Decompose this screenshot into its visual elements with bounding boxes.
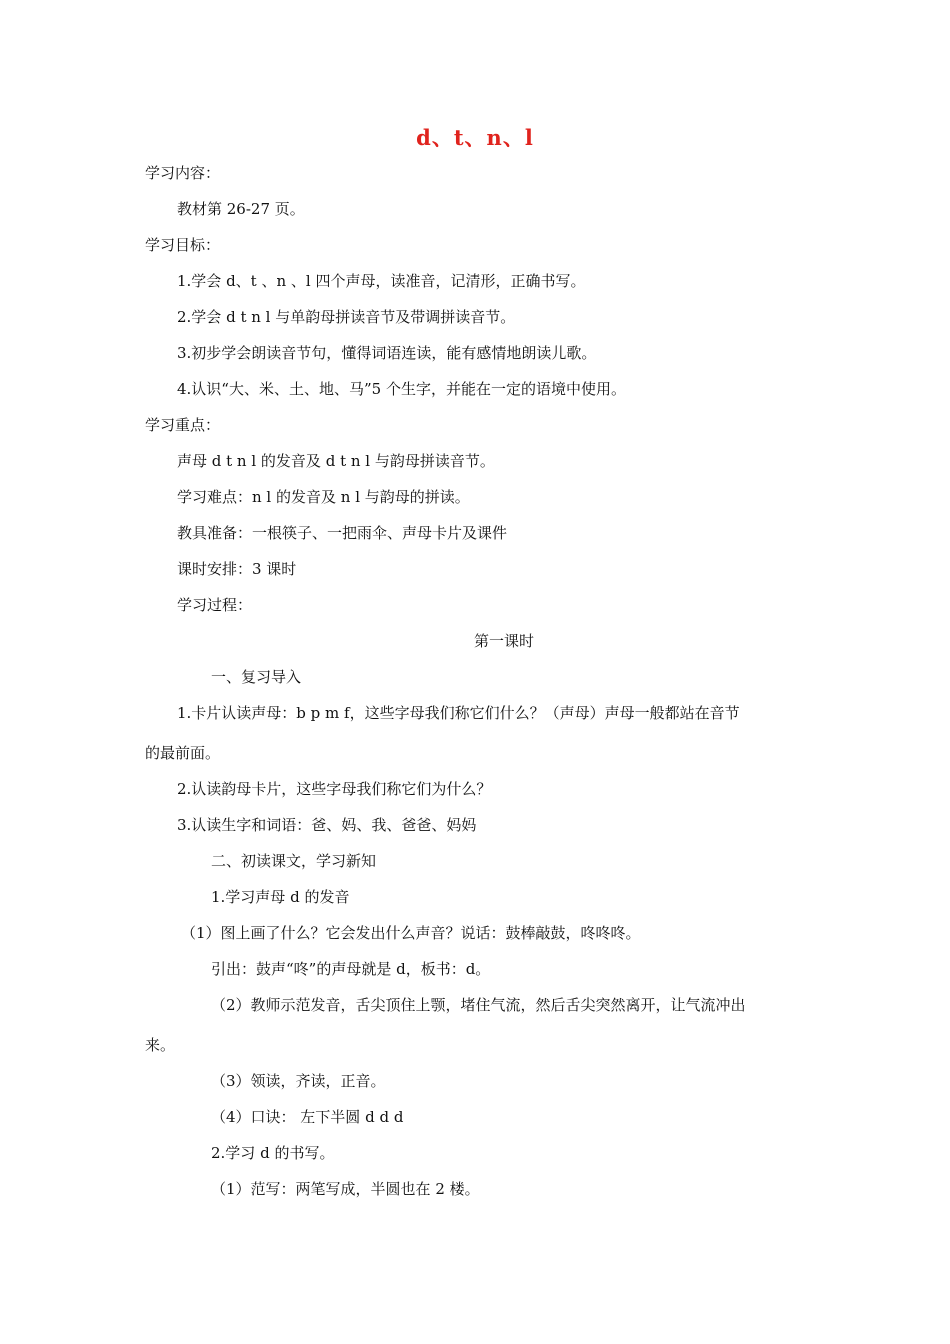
paragraph-line: （4）口诀： 左下半圆 d d d	[211, 1108, 404, 1126]
paragraph-line: （1）图上画了什么？它会发出什么声音？说话：鼓棒敲鼓，咚咚咚。	[181, 924, 641, 942]
goal-item-4: 4.认识“大、米、土、地、马”5 个生字，并能在一定的语境中使用。	[177, 380, 626, 398]
paragraph-line: 引出：鼓声“咚”的声母就是 d，板书：d。	[211, 960, 491, 978]
paragraph-line: 2.学习 d 的书写。	[211, 1144, 335, 1162]
section-heading-goals: 学习目标：	[145, 236, 221, 254]
step-heading: 二、初读课文，学习新知	[211, 852, 377, 870]
paragraph-line: 2.认读韵母卡片，这些字母我们称它们为什么？	[177, 780, 492, 798]
paragraph-line: （3）领读，齐读，正音。	[211, 1072, 386, 1090]
goal-item-3: 3.初步学会朗读音节句，懂得词语连读，能有感情地朗读儿歌。	[177, 344, 597, 362]
paragraph-line: 1.学习声母 d 的发音	[211, 888, 350, 906]
paragraph-line: （2）教师示范发音，舌尖顶住上颚，堵住气流，然后舌尖突然离开，让气流冲出	[211, 996, 746, 1014]
section-heading-focus: 学习重点：	[145, 416, 221, 434]
paragraph-line: 3.认读生字和词语：爸、妈、我、爸爸、妈妈	[177, 816, 477, 834]
paragraph-line: （1）范写：两笔写成，半圆也在 2 楼。	[211, 1180, 480, 1198]
paragraph-line: 教具准备：一根筷子、一把雨伞、声母卡片及课件	[177, 524, 508, 542]
goal-item-2: 2.学会 d t n l 与单韵母拼读音节及带调拼读音节。	[177, 308, 516, 326]
lesson-heading: 第一课时	[473, 632, 534, 650]
paragraph-line: 1.卡片认读声母：b p m f，这些字母我们称它们什么？（声母）声母一般都站在音节	[177, 704, 740, 722]
paragraph-line: 声母 d t n l 的发音及 d t n l 与韵母拼读音节。	[177, 452, 495, 470]
section-heading-content: 学习内容：	[145, 164, 221, 182]
paragraph-line: 来。	[145, 1036, 176, 1054]
paragraph-line: 课时安排：3 课时	[177, 560, 297, 578]
paragraph-line: 的最前面。	[145, 744, 221, 762]
paragraph-line: 学习难点：n l 的发音及 n l 与韵母的拼读。	[177, 488, 470, 506]
goal-item-1: 1.学会 d、t 、n 、l 四个声母，读准音，记清形，正确书写。	[177, 272, 586, 290]
document-title: d、t、n、l	[416, 125, 534, 150]
paragraph-line: 学习过程：	[177, 596, 253, 614]
paragraph-line: 教材第 26-27 页。	[177, 200, 305, 218]
step-heading: 一、复习导入	[211, 668, 302, 686]
